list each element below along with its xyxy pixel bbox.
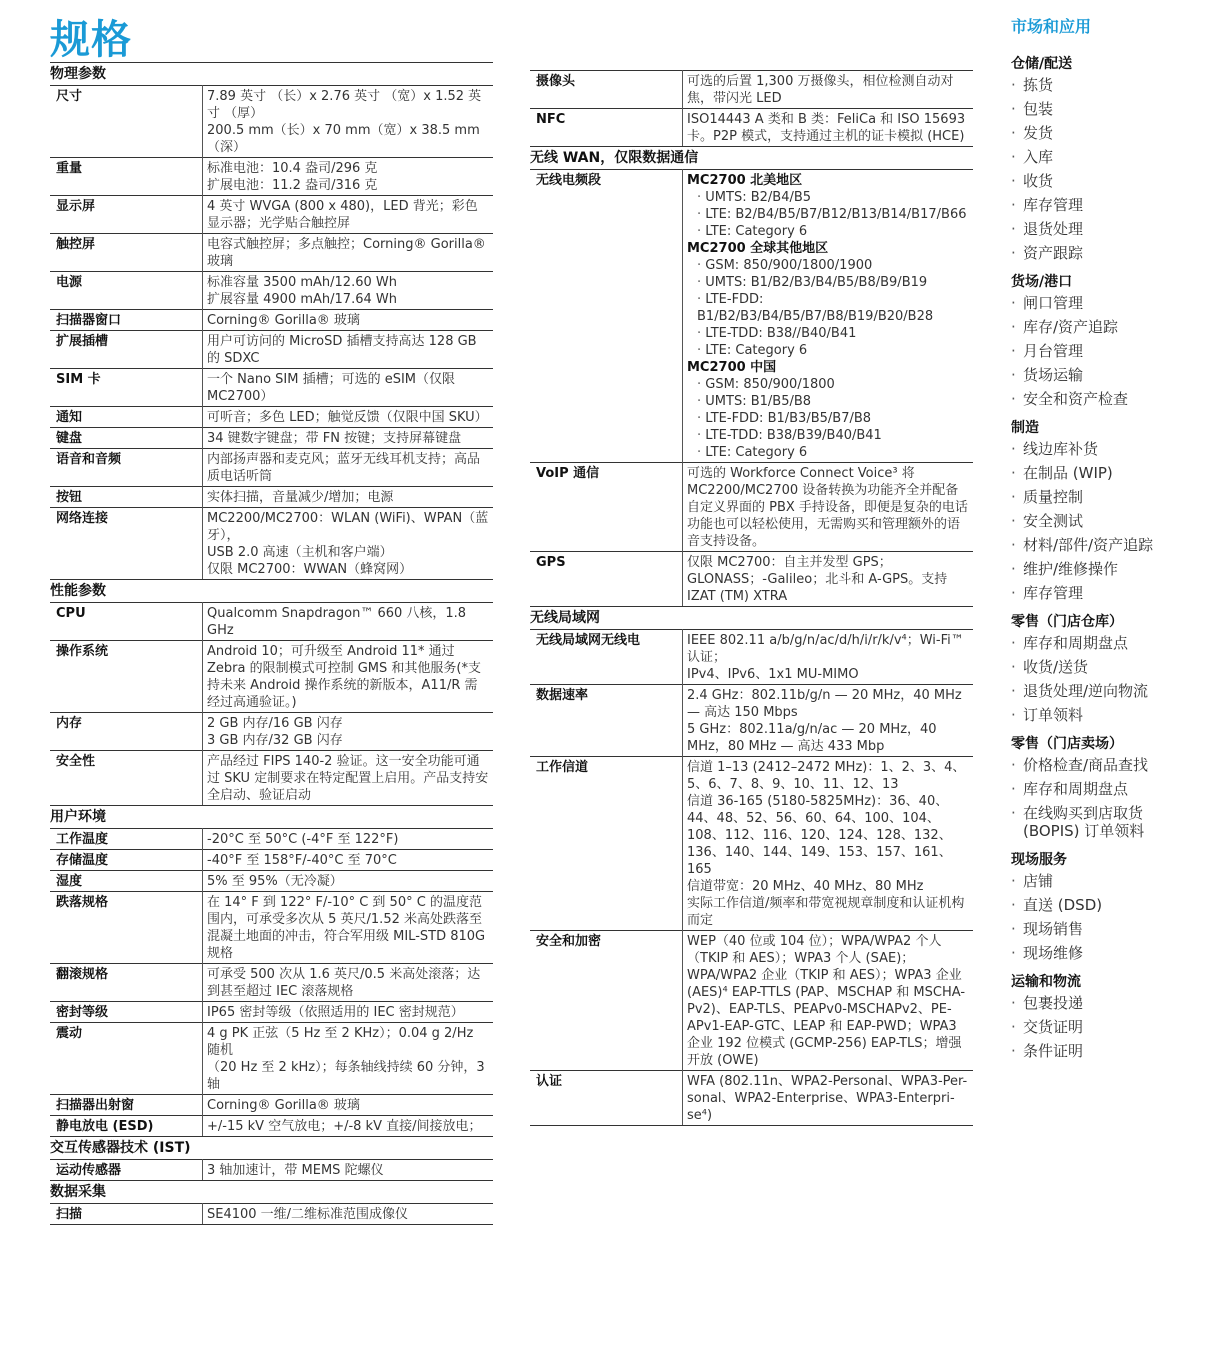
spec-row <box>50 369 493 407</box>
section-heading: 用户环境 <box>50 805 493 828</box>
spec-value <box>683 685 974 757</box>
spec-row <box>50 603 493 641</box>
market-item: · 货场运输 <box>1011 363 1191 387</box>
spec-key: VoIP 通信 <box>530 463 683 552</box>
spec-value-line: 电容式触控屏；多点触控；Corning® Gorilla® 玻璃 <box>207 237 486 269</box>
band-item: · UMTS: B2/B4/B5 <box>687 189 970 206</box>
spec-row <box>530 630 973 685</box>
market-item: · 退货处理 <box>1011 217 1191 241</box>
spec-table <box>50 602 493 805</box>
market-group-heading: 制造 <box>1011 420 1039 436</box>
spec-row <box>50 449 493 487</box>
spec-key: 按钮 <box>50 487 203 508</box>
spec-row <box>50 871 493 892</box>
spec-key: 摄像头 <box>530 71 683 109</box>
spec-row <box>50 964 493 1002</box>
spec-value-line: 信道 36-165 (5180-5825MHz)：36、40、44、48、52、56、60、64、100、104、108、112、116、120、124、128、132、136、140、144、149、153、157、161、165 <box>687 794 952 877</box>
spec-key: 湿度 <box>50 871 203 892</box>
spec-row <box>530 552 973 607</box>
market-item: · 在线购买到店取货 (BOPIS) 订单领料 <box>1011 801 1191 843</box>
spec-row <box>50 407 493 428</box>
page-title: 规格 <box>50 17 132 63</box>
spec-row <box>50 829 493 850</box>
spec-row <box>50 158 493 196</box>
spec-row <box>530 931 973 1071</box>
band-item: · LTE-TDD: B38/B39/B40/B41 <box>687 427 970 444</box>
spec-value-line: 仅限 MC2700：自主并发型 GPS；GLONASS；-Galileo；北斗和 A-GPS。支持 IZAT (TM) XTRA <box>687 555 948 604</box>
market-group <box>1011 973 1191 1063</box>
spec-row <box>530 109 973 147</box>
spec-row <box>50 234 493 272</box>
spec-value-line: SE4100 一维/二维标准范围成像仪 <box>207 1207 409 1222</box>
spec-row <box>50 196 493 234</box>
spec-value-line: 一个 Nano SIM 插槽；可选的 eSIM（仅限 MC2700） <box>207 372 456 404</box>
market-item: · 线边库补货 <box>1011 437 1191 461</box>
market-group <box>1011 613 1191 727</box>
spec-value-line: -40°F 至 158°F/-40°C 至 70°C <box>207 853 397 868</box>
spec-key: SIM 卡 <box>50 369 203 407</box>
spec-row <box>50 1204 493 1225</box>
spec-table <box>50 85 493 579</box>
section-heading: 性能参数 <box>50 579 493 602</box>
market-item: · 库存和周期盘点 <box>1011 777 1191 801</box>
spec-row <box>530 757 973 931</box>
spec-value-line: -20°C 至 50°C (-4°F 至 122°F) <box>207 832 399 847</box>
spec-value <box>203 234 494 272</box>
spec-value <box>203 850 494 871</box>
spec-row <box>50 508 493 580</box>
spec-key: 跌落规格 <box>50 892 203 964</box>
spec-value-line: 5% 至 95%（无冷凝） <box>207 874 343 889</box>
spec-value-line: 信道带宽：20 MHz、40 MHz、80 MHz <box>687 879 924 894</box>
spec-row <box>50 310 493 331</box>
spec-key: 无线局域网无线电 <box>530 630 683 685</box>
section-heading-wan: 无线 WAN，仅限数据通信 <box>530 146 973 169</box>
market-item: · 店铺 <box>1011 869 1191 893</box>
spec-value-line: 5 GHz：802.11a/g/n/ac — 20 MHz，40 MHz，80 MHz — 高达 433 Mbp <box>687 722 937 754</box>
market-item: · 收货 <box>1011 169 1191 193</box>
spec-value-line: WFA (802.11n、WPA2-Personal、WPA3-Per-sonal、WPA2-Enterprise、WPA3-Enterpri-se⁴) <box>687 1074 968 1123</box>
spec-value-line: IEEE 802.11 a/b/g/n/ac/d/h/i/r/k/v⁴；Wi-Fi™ 认证； <box>687 633 964 665</box>
spec-value-line: 实际工作信道/频率和带宽视规章制度和认证机构而定 <box>687 896 965 928</box>
spec-value <box>683 1071 974 1126</box>
market-item: · 包裹投递 <box>1011 991 1191 1015</box>
band-item: · GSM: 850/900/1800 <box>687 376 970 393</box>
market-item: · 库存和周期盘点 <box>1011 631 1191 655</box>
spec-key: GPS <box>530 552 683 607</box>
band-item: · UMTS: B1/B2/B3/B4/B5/B8/B9/B19 <box>687 274 970 291</box>
spec-value-line: 4 g PK 正弦（5 Hz 至 2 KHz）；0.04 g 2/Hz 随机 <box>207 1026 474 1058</box>
market-item: · 订单领料 <box>1011 703 1191 727</box>
band-item: · UMTS: B1/B5/B8 <box>687 393 970 410</box>
market-group-heading: 现场服务 <box>1011 852 1067 868</box>
spec-row <box>530 685 973 757</box>
section-heading: 物理参数 <box>50 62 493 85</box>
spec-value <box>203 829 494 850</box>
spec-table <box>50 1203 493 1225</box>
spec-row <box>530 170 973 463</box>
wan-table <box>530 169 973 606</box>
spec-row <box>50 713 493 751</box>
spec-value-line: 用户可访问的 MicroSD 插槽支持高达 128 GB 的 SDXC <box>207 334 477 366</box>
market-item: · 收货/送货 <box>1011 655 1191 679</box>
spec-value <box>203 196 494 234</box>
band-group-title: MC2700 北美地区 <box>687 173 803 188</box>
spec-key: 扫描器窗口 <box>50 310 203 331</box>
spec-row <box>50 1160 493 1181</box>
spec-key: 无线电频段 <box>530 170 683 463</box>
market-item: · 月台管理 <box>1011 339 1191 363</box>
spec-value-line: 内部扬声器和麦克风；蓝牙无线耳机支持；高品质电话听筒 <box>207 452 481 484</box>
market-item: · 闸口管理 <box>1011 291 1191 315</box>
spec-key: 扫描 <box>50 1204 203 1225</box>
band-item: · LTE: Category 6 <box>687 444 970 461</box>
spec-value-line: 7.89 英寸 （长）x 2.76 英寸 （宽）x 1.52 英寸 （厚） <box>207 89 482 121</box>
spec-value <box>203 158 494 196</box>
spec-value-line: 34 键数字键盘；带 FN 按键；支持屏幕键盘 <box>207 431 462 446</box>
spec-row <box>50 428 493 449</box>
market-item: · 直送 (DSD) <box>1011 893 1191 917</box>
spec-value-line: 标准容量 3500 mAh/12.60 Wh <box>207 275 397 290</box>
spec-key: 内存 <box>50 713 203 751</box>
market-item: · 价格检查/商品查找 <box>1011 753 1191 777</box>
market-group-heading: 零售（门店仓库） <box>1011 614 1123 630</box>
spec-value-line: MC2200/MC2700：WLAN (WiFi)、WPAN（蓝牙）， <box>207 511 489 543</box>
spec-value <box>203 892 494 964</box>
spec-key: 认证 <box>530 1071 683 1126</box>
market-item: · 库存管理 <box>1011 581 1191 605</box>
spec-value <box>203 310 494 331</box>
spec-key: 安全性 <box>50 751 203 806</box>
spec-key: 操作系统 <box>50 641 203 713</box>
band-item: · LTE-FDD: B1/B3/B5/B7/B8 <box>687 410 970 427</box>
spec-value-line: 可选的后置 1,300 万摄像头，相位检测自动对焦，带闪光 LED <box>687 74 954 106</box>
band-item: · LTE: B2/B4/B5/B7/B12/B13/B14/B17/B66 <box>687 206 970 223</box>
spec-value <box>203 641 494 713</box>
spec-table <box>50 828 493 1136</box>
market-item: · 入库 <box>1011 145 1191 169</box>
spec-key: 扫描器出射窗 <box>50 1095 203 1116</box>
spec-value-line: IP65 密封等级（依照适用的 IEC 密封规范） <box>207 1005 464 1020</box>
spec-value <box>203 1160 494 1181</box>
spec-value-line: 在 14° F 到 122° F/-10° C 到 50° C 的温度范围内，可承受多次从 5 英尺/1.52 米高处跌落至混凝土地面的冲击，符合军用级 MIL-STD 810G 规格 <box>207 895 486 961</box>
spec-key: 工作温度 <box>50 829 203 850</box>
spec-key: 通知 <box>50 407 203 428</box>
market-item: · 现场销售 <box>1011 917 1191 941</box>
spec-key: 密封等级 <box>50 1002 203 1023</box>
band-item: · LTE: Category 6 <box>687 342 970 359</box>
band-item: · LTE-TDD: B38//B40/B41 <box>687 325 970 342</box>
spec-value-line: 200.5 mm（长）x 70 mm（宽）x 38.5 mm（深） <box>207 123 480 155</box>
spec-key: 扩展插槽 <box>50 331 203 369</box>
camera-nfc-table <box>530 70 973 146</box>
spec-key: 网络连接 <box>50 508 203 580</box>
spec-value <box>203 86 494 158</box>
spec-value <box>203 331 494 369</box>
spec-key: NFC <box>530 109 683 147</box>
market-item: · 现场维修 <box>1011 941 1191 965</box>
market-item: · 安全测试 <box>1011 509 1191 533</box>
spec-table <box>50 1159 493 1180</box>
spec-value <box>203 407 494 428</box>
market-title: 市场和应用 <box>1011 17 1092 36</box>
spec-row <box>50 1023 493 1095</box>
spec-value-line: 3 轴加速计，带 MEMS 陀螺仪 <box>207 1163 384 1178</box>
spec-key: 键盘 <box>50 428 203 449</box>
spec-value-line: 扩展电池：11.2 盎司/316 克 <box>207 178 378 193</box>
spec-value <box>203 487 494 508</box>
market-item: · 维护/维修操作 <box>1011 557 1191 581</box>
spec-value <box>203 751 494 806</box>
band-group-title: MC2700 全球其他地区 <box>687 241 829 256</box>
market-item: · 包装 <box>1011 97 1191 121</box>
market-group <box>1011 851 1191 965</box>
spec-value-line: 信道 1–13 (2412–2472 MHz)：1、2、3、4、5、6、7、8、9、10、11、12、13 <box>687 760 966 792</box>
spec-key: 显示屏 <box>50 196 203 234</box>
spec-value <box>203 428 494 449</box>
spec-value-line: （20 Hz 至 2 kHz）；每条轴线持续 60 分钟，3 轴 <box>207 1060 485 1092</box>
market-group <box>1011 273 1191 411</box>
market-item: · 拣货 <box>1011 73 1191 97</box>
spec-value <box>203 1095 494 1116</box>
spec-value <box>203 1023 494 1095</box>
market-item: · 库存/资产追踪 <box>1011 315 1191 339</box>
market-item: · 材料/部件/资产追踪 <box>1011 533 1191 557</box>
market-item: · 条件证明 <box>1011 1039 1191 1063</box>
spec-column-2 <box>530 70 973 1126</box>
spec-value-line: 扩展容量 4900 mAh/17.64 Wh <box>207 292 397 307</box>
spec-value <box>683 552 974 607</box>
spec-value-line: 标准电池：10.4 盎司/296 克 <box>207 161 378 176</box>
spec-row <box>50 331 493 369</box>
band-group-title: MC2700 中国 <box>687 360 777 375</box>
market-item: · 发货 <box>1011 121 1191 145</box>
spec-value <box>203 1204 494 1225</box>
band-item: · GSM: 850/900/1800/1900 <box>687 257 970 274</box>
spec-key: 安全和加密 <box>530 931 683 1071</box>
spec-value-line: 4 英寸 WVGA (800 x 480)，LED 背光；彩色显示器；光学贴合触控屏 <box>207 199 478 231</box>
spec-value-line: 2 GB 内存/16 GB 闪存 <box>207 716 343 731</box>
market-column <box>1011 14 1191 1071</box>
spec-key: 语音和音频 <box>50 449 203 487</box>
spec-value-line: 可承受 500 次从 1.6 英尺/0.5 米高处滚落；达到甚至超过 IEC 滚落规格 <box>207 967 481 999</box>
spec-value <box>203 1116 494 1137</box>
market-item: · 安全和资产检查 <box>1011 387 1191 411</box>
market-group-heading: 仓储/配送 <box>1011 56 1073 72</box>
section-heading-wlan: 无线局域网 <box>530 606 973 629</box>
spec-value <box>203 964 494 1002</box>
spec-value <box>683 109 974 147</box>
spec-key: 运动传感器 <box>50 1160 203 1181</box>
spec-key: CPU <box>50 603 203 641</box>
spec-key: 翻滚规格 <box>50 964 203 1002</box>
spec-key: 静电放电 (ESD) <box>50 1116 203 1137</box>
spec-row <box>50 86 493 158</box>
market-groups <box>1011 55 1191 1063</box>
spec-value-line: 可听音；多色 LED；触觉反馈（仅限中国 SKU） <box>207 410 488 425</box>
spec-row <box>530 463 973 552</box>
spec-row <box>530 71 973 109</box>
spec-value-line: Corning® Gorilla® 玻璃 <box>207 313 360 328</box>
spec-key: 震动 <box>50 1023 203 1095</box>
spec-value-line: 可选的 Workforce Connect Voice³ 将 MC2200/MC2700 设备转换为功能齐全并配备自定义界面的 PBX 手持设备，即便是复杂的电话功能也可以轻松使用，无需购买和管理额外的语音支持设备。 <box>687 466 968 549</box>
band-item: · LTE-FDD: B1/B2/B3/B4/B5/B7/B8/B19/B20/B28 <box>687 291 970 325</box>
spec-key: 数据速率 <box>530 685 683 757</box>
spec-value-line: Corning® Gorilla® 玻璃 <box>207 1098 360 1113</box>
spec-value-line: IPv4、IPv6、1x1 MU-MIMO <box>687 667 859 682</box>
market-group-heading: 运输和物流 <box>1011 974 1081 990</box>
market-item: · 资产跟踪 <box>1011 241 1191 265</box>
wlan-table <box>530 629 973 1126</box>
spec-value-line: WEP（40 位或 104 位）；WPA/WPA2 个人（TKIP 和 AES）；WPA3 个人 (SAE)；WPA/WPA2 企业（TKIP 和 AES）；WPA3 企业 (AES)⁴ EAP-TTLS (PAP、MSCHAP 和 MSCHA-Pv2)、EAP-TLS、PEAPv0-MSCHAPv2、PE-APv1-EAP-GTC、LEAP 和 EAP-PWD；WPA3 企业 192 位模式 (GCMP-256) EAP-TLS；增强开放 (OWE) <box>687 934 966 1068</box>
section-heading: 数据采集 <box>50 1180 493 1203</box>
spec-value <box>683 757 974 931</box>
spec-value <box>203 1002 494 1023</box>
spec-row <box>50 892 493 964</box>
spec-column-1 <box>50 62 493 1225</box>
spec-row <box>50 272 493 310</box>
spec-value <box>203 272 494 310</box>
spec-value <box>683 931 974 1071</box>
spec-key: 触控屏 <box>50 234 203 272</box>
spec-value-line: Qualcomm Snapdragon™ 660 八核，1.8 GHz <box>207 606 467 638</box>
spec-value-line: 2.4 GHz：802.11b/g/n — 20 MHz，40 MHz — 高达 150 Mbps <box>687 688 962 720</box>
market-group <box>1011 55 1191 265</box>
section-heading: 交互传感器技术 (IST) <box>50 1136 493 1159</box>
spec-value <box>203 369 494 407</box>
spec-value-line: +/-15 kV 空气放电；+/-8 kV 直接/间接放电； <box>207 1119 482 1134</box>
spec-value-line: 产品经过 FIPS 140-2 验证。这一安全功能可通过 SKU 定制要求在特定配置上启用。产品支持安全启动、验证启动 <box>207 754 489 803</box>
spec-value <box>203 871 494 892</box>
market-item: · 退货处理/逆向物流 <box>1011 679 1191 703</box>
spec-value <box>203 603 494 641</box>
spec-value-line: USB 2.0 高速（主机和客户端） <box>207 545 393 560</box>
spec-key: 工作信道 <box>530 757 683 931</box>
spec-value <box>683 463 974 552</box>
spec-key: 存储温度 <box>50 850 203 871</box>
spec-row <box>530 1071 973 1126</box>
spec-value-line: Android 10；可升级至 Android 11* 通过 Zebra 的限制模式可控制 GMS 和其他服务(*支持未来 Android 操作系统的新版本，A11/R 需经过高通验证。) <box>207 644 481 710</box>
market-item: · 库存管理 <box>1011 193 1191 217</box>
spec-value-line: ISO14443 A 类和 B 类：FeliCa 和 ISO 15693 卡。P2P 模式，支持通过主机的证卡模拟 (HCE) <box>687 112 966 144</box>
spec-value <box>683 71 974 109</box>
spec-value <box>203 449 494 487</box>
spec-value-line: 实体扫描，音量减少/增加；电源 <box>207 490 394 505</box>
spec-key: 尺寸 <box>50 86 203 158</box>
market-group <box>1011 735 1191 843</box>
market-group-heading: 货场/港口 <box>1011 274 1073 290</box>
spec-row <box>50 751 493 806</box>
market-item: · 质量控制 <box>1011 485 1191 509</box>
spec-value <box>683 630 974 685</box>
spec-value-line: 3 GB 内存/32 GB 闪存 <box>207 733 343 748</box>
spec-row <box>50 641 493 713</box>
spec-key: 重量 <box>50 158 203 196</box>
market-group-heading: 零售（门店卖场） <box>1011 736 1123 752</box>
spec-value <box>203 508 494 580</box>
band-item: · LTE: Category 6 <box>687 223 970 240</box>
spec-row <box>50 1116 493 1137</box>
spec-row <box>50 487 493 508</box>
market-item: · 在制品 (WIP) <box>1011 461 1191 485</box>
spec-row <box>50 1002 493 1023</box>
market-group <box>1011 419 1191 605</box>
spec-key: 电源 <box>50 272 203 310</box>
spec-row <box>50 1095 493 1116</box>
spec-value-line: 仅限 MC2700：WWAN（蜂窝网） <box>207 562 413 577</box>
spec-value <box>203 713 494 751</box>
market-item: · 交货证明 <box>1011 1015 1191 1039</box>
spec-row <box>50 850 493 871</box>
spec-value <box>683 170 974 463</box>
